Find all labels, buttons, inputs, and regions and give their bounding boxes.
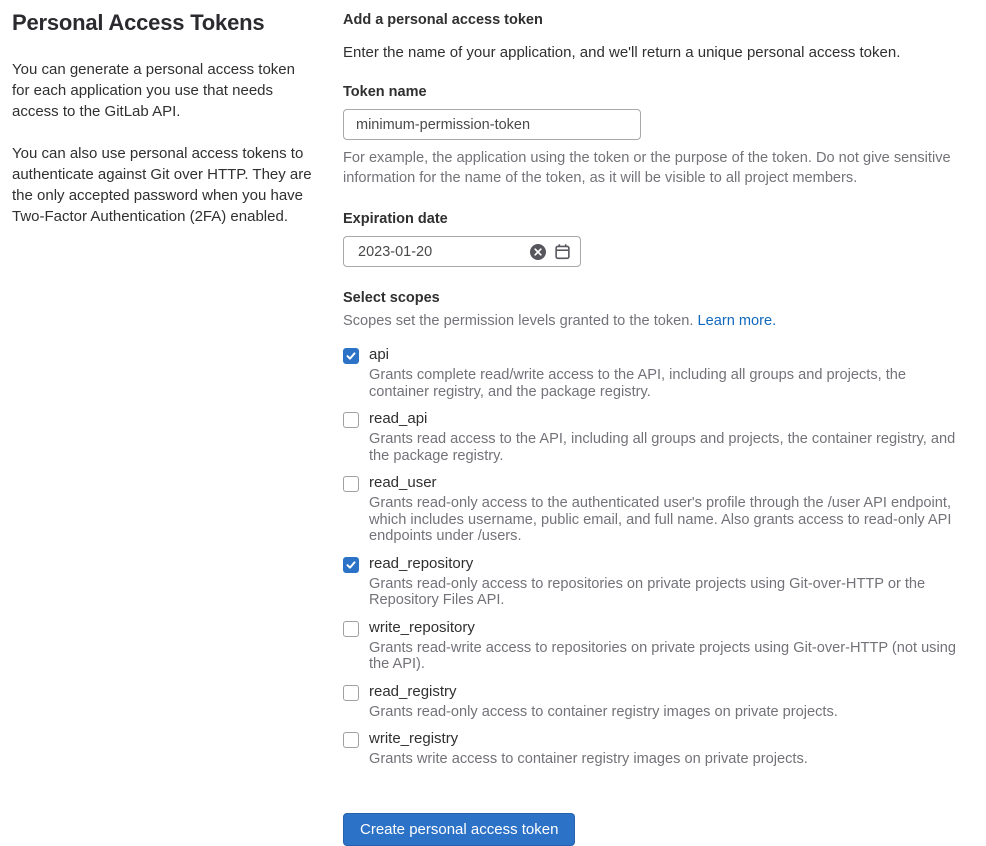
- scope-row: [343, 474, 964, 545]
- scope-description: Grants read-write access to repositories on private projects using Git-over-HTTP (not using the API).: [369, 639, 956, 672]
- checkmark-icon: [346, 351, 356, 361]
- form-subtitle: Enter the name of your application, and we'll return a unique personal access token.: [343, 44, 901, 61]
- scope-row: [343, 410, 964, 464]
- scope-description: Grants write access to container registry images on private projects.: [369, 751, 808, 767]
- scope-label[interactable]: read_registry: [369, 682, 457, 700]
- scope-row: [343, 730, 964, 768]
- scope-text: [369, 619, 964, 673]
- checkmark-icon: [346, 479, 356, 489]
- scope-label[interactable]: read_user: [369, 474, 437, 491]
- token-name-help: For example, the application using the token or the purpose of the token. Do not give sensitive information for the name of the token, as it will be visible to all project members.: [343, 150, 951, 186]
- settings-description-column: [12, 10, 313, 846]
- checkmark-icon: [346, 624, 356, 634]
- scope-checkbox[interactable]: [343, 732, 359, 748]
- scope-row: [343, 683, 964, 721]
- learn-more-link[interactable]: Learn more.: [697, 313, 777, 329]
- select-scopes-label: Select scopes: [343, 290, 440, 306]
- scope-text: [369, 346, 964, 400]
- scope-text: [369, 730, 964, 768]
- token-name-input[interactable]: [343, 109, 641, 140]
- scope-label[interactable]: write_repository: [369, 618, 475, 636]
- checkmark-icon: [346, 560, 356, 570]
- form-title: Add a personal access token: [343, 12, 543, 28]
- token-name-label: Token name: [343, 84, 427, 100]
- scope-checkbox[interactable]: [343, 348, 359, 364]
- scope-label[interactable]: api: [369, 346, 390, 363]
- scope-checkbox[interactable]: [343, 621, 359, 637]
- scope-row: [343, 346, 964, 400]
- create-token-button[interactable]: Create personal access token: [343, 813, 575, 846]
- page-description-paragraph: You can also use personal access tokens to authenticate against Git over HTTP. They are the only accepted password when you have Two-Factor Authentication (2FA) enabled.: [12, 145, 312, 225]
- checkmark-icon: [346, 688, 356, 698]
- checkmark-icon: [346, 415, 356, 425]
- scope-description: Grants read-only access to the authenticated user's profile through the /user API endpoint, which includes username, public email, and full name. Also grants access to read-only API endpoints under /users.: [369, 495, 952, 544]
- scope-text: [369, 683, 964, 721]
- page-description-paragraph: You can generate a personal access token for each application you use that needs access to the GitLab API.: [12, 61, 295, 120]
- page-title: Personal Access Tokens: [12, 10, 265, 35]
- expiration-date-input[interactable]: [356, 243, 522, 261]
- scope-description: Grants complete read/write access to the API, including all groups and projects, the container registry, and the package registry.: [369, 367, 907, 400]
- calendar-icon: [554, 243, 571, 260]
- calendar-picker-button[interactable]: [554, 243, 571, 260]
- expiration-date-field[interactable]: [343, 236, 581, 267]
- checkmark-icon: [346, 735, 356, 745]
- scope-checkbox[interactable]: [343, 557, 359, 573]
- scope-row: [343, 555, 964, 609]
- scope-text: [369, 555, 964, 609]
- add-token-form: [343, 10, 964, 846]
- expiration-date-label: Expiration date: [343, 211, 448, 227]
- scope-checkbox[interactable]: [343, 412, 359, 428]
- scopes-description-text: Scopes set the permission levels granted to the token.: [343, 313, 694, 329]
- scope-list: [343, 346, 964, 768]
- scope-text: [369, 410, 964, 464]
- scope-description: Grants read-only access to repositories on private projects using Git-over-HTTP or the Repository Files API.: [369, 575, 926, 608]
- scope-label[interactable]: read_repository: [369, 554, 474, 572]
- scope-checkbox[interactable]: [343, 685, 359, 701]
- scope-description: Grants read-only access to container registry images on private projects.: [369, 703, 838, 720]
- scope-text: [369, 474, 964, 545]
- scope-checkbox[interactable]: [343, 476, 359, 492]
- scope-label[interactable]: write_registry: [369, 730, 459, 747]
- scope-row: [343, 619, 964, 673]
- clear-date-button[interactable]: [529, 243, 547, 261]
- scopes-description: [343, 313, 964, 329]
- scope-description: Grants read access to the API, including all groups and projects, the container registry, and the package registry.: [369, 431, 956, 464]
- clear-icon: [529, 243, 547, 261]
- scope-label[interactable]: read_api: [369, 410, 428, 427]
